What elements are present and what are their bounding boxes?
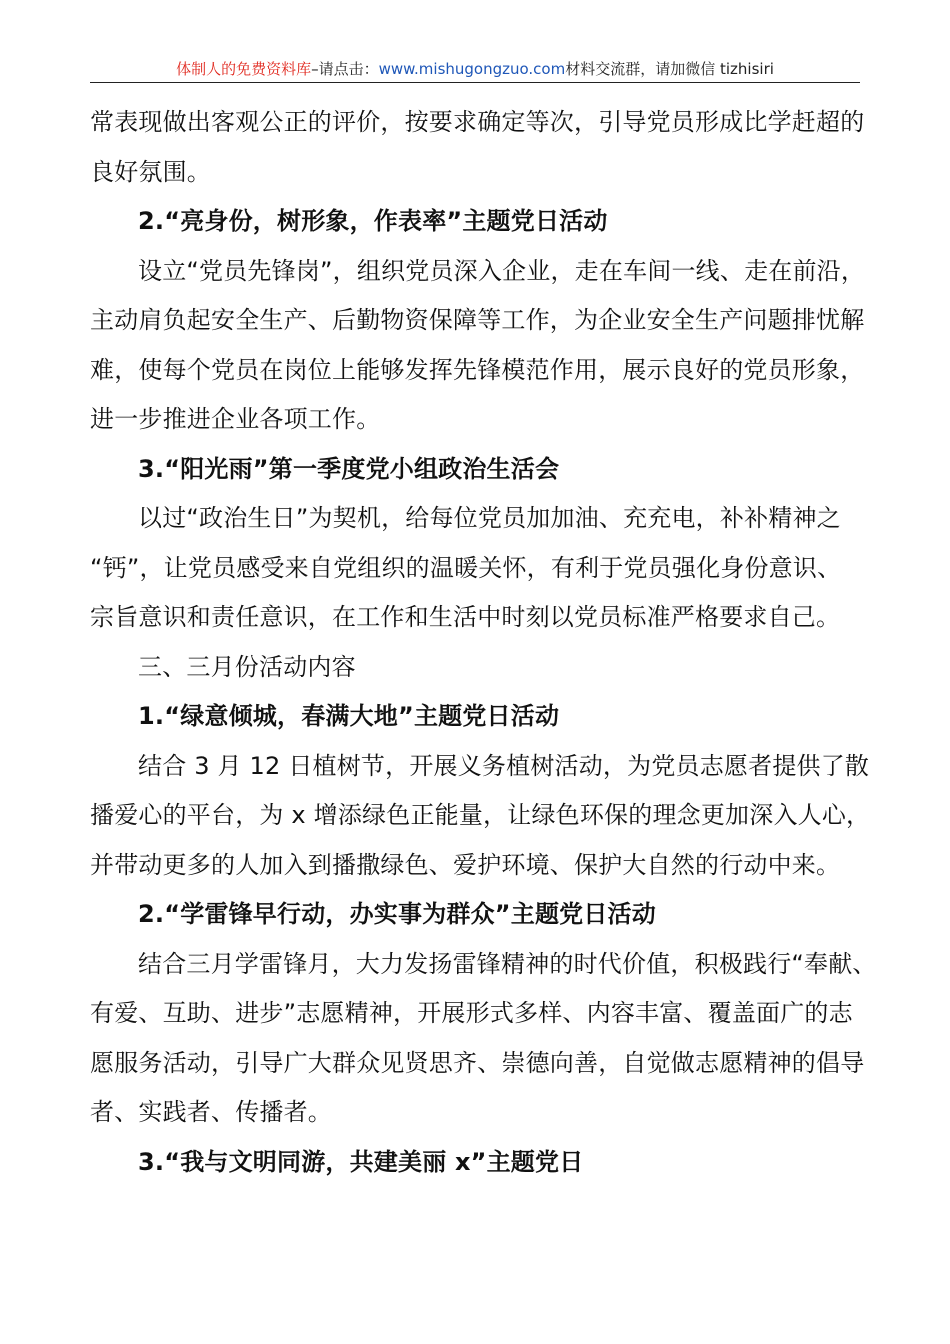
paragraph-line: 播爱心的平台，为 x 增添绿色正能量，让绿色环保的理念更加深入人心，: [90, 801, 871, 829]
paragraph-line: 良好氛围。: [90, 157, 211, 186]
paragraph-line: 常表现做出客观公正的评价，按要求确定等次，引导党员形成比学赶超的: [90, 108, 865, 136]
paragraph-line: 主动肩负起安全生产、后勤物资保障等工作，为企业安全生产问题排忧解: [90, 306, 865, 334]
header-site-name: 体制人的免费资料库: [176, 60, 312, 78]
paragraph-line: 愿服务活动，引导广大群众见贤思齐、崇德向善，自觉做志愿精神的倡导: [90, 1048, 865, 1077]
chapter-heading: 三、三月份活动内容: [138, 652, 356, 681]
header-url-link[interactable]: www.mishugongzuo.com: [378, 60, 566, 78]
section-heading: 3.“我与文明同游，共建美丽 x”主题党日: [138, 1147, 584, 1176]
paragraph-line: “钙”，让党员感受来自党组织的温暖关怀，有利于党员强化身份意识、: [90, 553, 842, 582]
section-heading: 2.“亮身份，树形象，作表率”主题党日活动: [138, 207, 608, 235]
header-click-prompt: –请点击：: [311, 60, 379, 78]
section-heading: 1.“绿意倾城，春满大地”主题党日活动: [138, 702, 560, 730]
document-body: [90, 98, 877, 1187]
paragraph-line: 有爱、互助、进步”志愿精神，开展形式多样、内容丰富、覆盖面广的志: [90, 999, 853, 1027]
header-contact: 材料交流群，请加微信 tizhisiri: [565, 60, 774, 78]
paragraph-line: 设立“党员先锋岗”，组织党员深入企业，走在车间一线、走在前沿，: [138, 256, 866, 285]
paragraph-line: 以过“政治生日”为契机，给每位党员加加油、充充电，补补精神之: [138, 504, 841, 532]
header-divider: [90, 82, 860, 83]
paragraph-line: 宗旨意识和责任意识，在工作和生活中时刻以党员标准严格要求自己。: [90, 603, 841, 631]
paragraph-line: 难，使每个党员在岗位上能够发挥先锋模范作用，展示良好的党员形象，: [90, 355, 865, 384]
section-heading: 3.“阳光雨”第一季度党小组政治生活会: [138, 454, 560, 483]
paragraph-line: 并带动更多的人加入到播撒绿色、爱护环境、保护大自然的行动中来。: [90, 850, 841, 879]
page-header: [90, 58, 860, 80]
paragraph-line: 结合 3 月 12 日植树节，开展义务植树活动，为党员志愿者提供了散: [138, 751, 870, 780]
paragraph-line: 者、实践者、传播者。: [90, 1098, 332, 1126]
paragraph-line: 结合三月学雷锋月，大力发扬雷锋精神的时代价值，积极践行“奉献、: [138, 949, 877, 978]
section-heading: 2.“学雷锋早行动，办实事为群众”主题党日活动: [138, 900, 656, 928]
paragraph-line: 进一步推进企业各项工作。: [90, 405, 381, 433]
